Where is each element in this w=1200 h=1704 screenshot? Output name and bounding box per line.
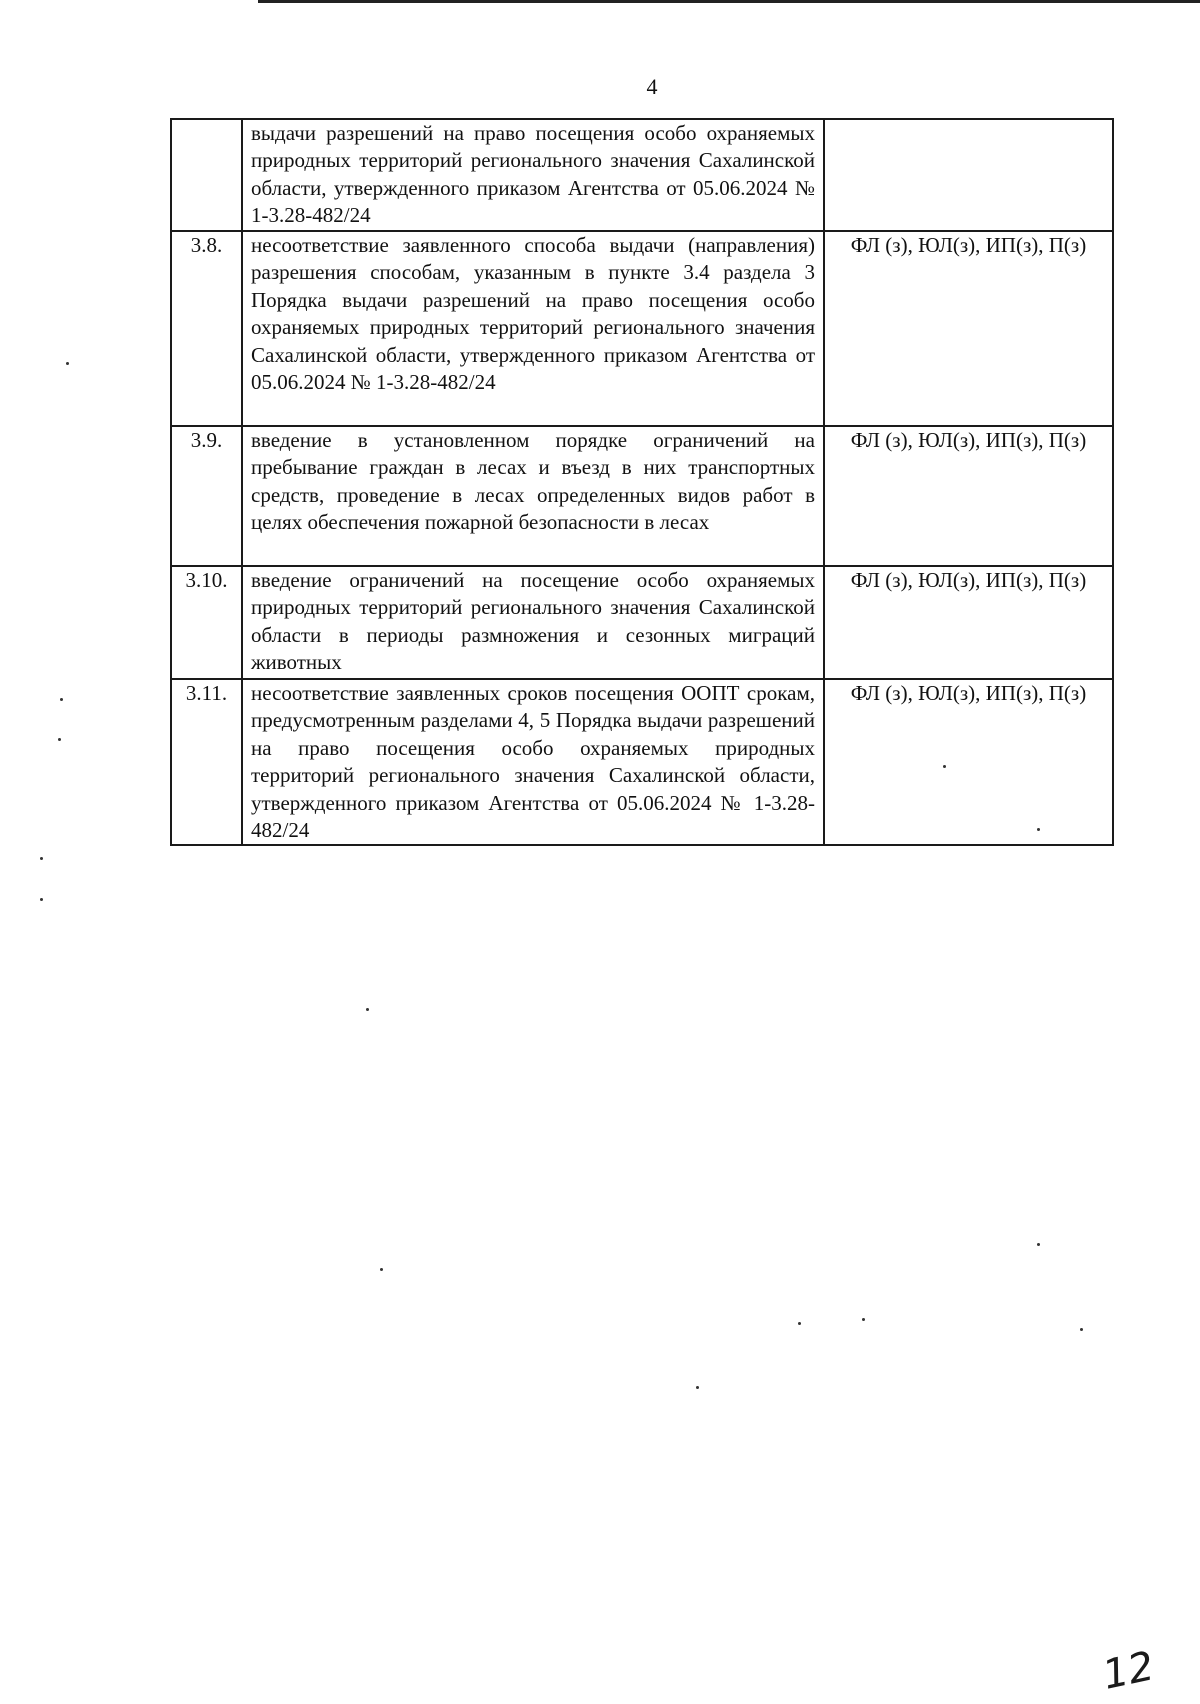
table-row bbox=[171, 231, 1113, 426]
scan-speck bbox=[58, 738, 61, 741]
item-subjects: ФЛ (з), ЮЛ(з), ИП(з), П(з) bbox=[824, 426, 1113, 566]
handwritten-sheet-number: 12 bbox=[1098, 1643, 1159, 1699]
scan-speck bbox=[696, 1386, 699, 1389]
item-text: введение в установленном порядке ограничений на пребывание граждан в лесах и въезд в них транспортных средств, проведение в лесах определенных видов работ в целях обеспечения пожарной безопасности в лесах bbox=[242, 426, 824, 566]
table-row bbox=[171, 426, 1113, 566]
page-number: 4 bbox=[646, 74, 658, 99]
scan-speck bbox=[1037, 828, 1040, 831]
item-number: 3.10. bbox=[171, 566, 242, 679]
scan-speck bbox=[1080, 1328, 1083, 1331]
table-row bbox=[171, 679, 1113, 845]
table-row bbox=[171, 119, 1113, 231]
scan-speck bbox=[943, 765, 946, 768]
item-text: несоответствие заявленного способа выдачи (направления) разрешения способам, указанным в пункте 3.4 раздела 3 Порядка выдачи разрешений на право посещения особо охраняемых природных территорий регионального значения Сахалинской области, утвержденного приказом Агентства от 05.06.2024 № 1-3.28-482/24 bbox=[242, 231, 824, 426]
scan-speck bbox=[40, 857, 43, 860]
item-subjects bbox=[824, 119, 1113, 231]
item-number: 3.9. bbox=[171, 426, 242, 566]
item-subjects: ФЛ (з), ЮЛ(з), ИП(з), П(з) bbox=[824, 231, 1113, 426]
item-number: 3.8. bbox=[171, 231, 242, 426]
scan-speck bbox=[366, 1008, 369, 1011]
table-row bbox=[171, 566, 1113, 679]
scan-speck bbox=[798, 1322, 801, 1325]
item-subjects: ФЛ (з), ЮЛ(з), ИП(з), П(з) bbox=[824, 679, 1113, 845]
item-number bbox=[171, 119, 242, 231]
item-text: выдачи разрешений на право посещения особо охраняемых природных территорий регионального значения Сахалинской области, утвержденного приказом Агентства от 05.06.2024 № 1-3.28-482/24 bbox=[242, 119, 824, 231]
scan-speck bbox=[862, 1318, 865, 1321]
scan-speck bbox=[66, 362, 69, 365]
scan-speck bbox=[1037, 1243, 1040, 1246]
scan-speck bbox=[60, 698, 63, 701]
scan-speck bbox=[40, 898, 43, 901]
item-subjects: ФЛ (з), ЮЛ(з), ИП(з), П(з) bbox=[824, 566, 1113, 679]
scan-speck bbox=[380, 1268, 383, 1271]
item-number: 3.11. bbox=[171, 679, 242, 845]
regulations-table bbox=[170, 118, 1114, 846]
item-text: несоответствие заявленных сроков посещения ООПТ срокам, предусмотренным разделами 4, 5 Порядка выдачи разрешений на право посещения особо охраняемых природных территорий регионального значения Сахалинской области, утвержденного приказом Агентства от 05.06.2024 № 1-3.28-482/24 bbox=[242, 679, 824, 845]
item-text: введение ограничений на посещение особо охраняемых природных территорий регионального значения Сахалинской области в периоды размножения и сезонных миграций животных bbox=[242, 566, 824, 679]
scan-top-rule bbox=[258, 0, 1200, 3]
